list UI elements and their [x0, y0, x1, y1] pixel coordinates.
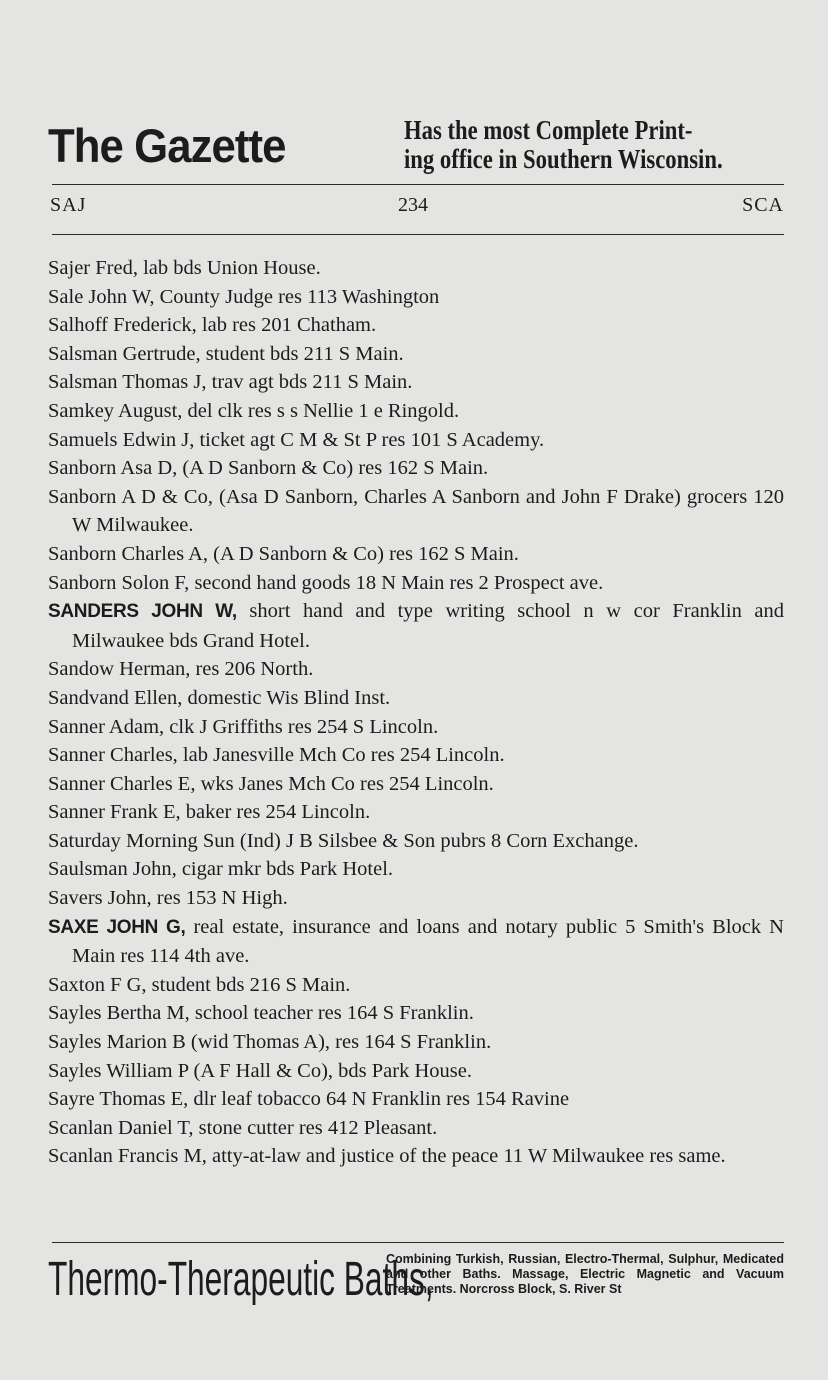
entry-details: domestic Wis Blind Inst. [182, 686, 391, 709]
directory-entries [48, 254, 784, 1171]
entry-details: County Judge res 113 Washington [154, 285, 440, 308]
entry-details: trav agt bds 211 S Main. [206, 371, 413, 394]
baths-description: Combining Turkish, Russian, Electro-Thermal, Sulphur, Medicated and other Baths. Massage, Electric Magnetic and Vacuum Treatments. Norcross Block, S. River St [386, 1252, 784, 1296]
baths-name: Thermo-Therapeutic Baths, [48, 1253, 434, 1306]
entry-name: Saxton F G, [48, 973, 147, 996]
entry-name: Sanborn Charles A, [48, 542, 208, 565]
entry-details: real estate, insurance and loans and notary public 5 Smith's Block N Main res 114 4th ave. [72, 915, 784, 968]
gazette-tagline-line1: Has the most Complete Print- [404, 115, 693, 145]
entry-details: (A F Hall & Co), bds Park House. [188, 1059, 472, 1082]
entry-details: (Asa D Sanborn, Charles A Sanborn and John F Drake) grocers 120 W Milwaukee. [72, 485, 785, 537]
entry-details: baker res 254 Lincoln. [180, 801, 371, 824]
entry-name: Sayles William P [48, 1059, 189, 1082]
directory-entry [48, 569, 784, 598]
directory-entry [48, 397, 784, 426]
entry-details: lab bds Union House. [137, 257, 321, 279]
directory-entry [48, 483, 784, 540]
directory-entry [48, 741, 784, 770]
top-divider [52, 184, 784, 185]
entry-details: cigar mkr bds Park Hotel. [176, 858, 394, 881]
entry-name: Salsman Thomas J, [48, 371, 207, 394]
entry-details: (wid Thomas A), res 164 S Franklin. [185, 1031, 492, 1054]
entry-name: Sanborn A D & Co, [48, 485, 213, 508]
directory-entry [48, 713, 784, 742]
directory-entry [48, 540, 784, 569]
entry-details: student bds 216 S Main. [146, 973, 351, 996]
directory-entry [48, 311, 784, 340]
entry-name: Sayre Thomas E, [48, 1088, 189, 1111]
directory-entry [48, 971, 784, 1000]
entry-name: Sajer Fred, [48, 257, 138, 279]
bottom-divider [52, 1242, 784, 1243]
directory-entry [48, 798, 784, 827]
directory-entry [48, 254, 784, 283]
entry-name: Sandvand Ellen, [48, 686, 183, 709]
directory-entry [48, 999, 784, 1028]
entry-name: Sale John W, [48, 285, 155, 308]
gazette-advertisement [48, 112, 784, 180]
entry-name: Sanner Charles E, [48, 772, 196, 795]
entry-details: school teacher res 164 S Franklin. [189, 1002, 474, 1025]
entry-name: Salhoff Frederick, [48, 314, 197, 337]
directory-entry [48, 1085, 784, 1114]
entry-details: res 206 North. [190, 658, 314, 681]
baths-advertisement [48, 1250, 784, 1322]
entry-details: dlr leaf tobacco 64 N Franklin res 154 Ravine [188, 1088, 570, 1111]
directory-entry [48, 283, 784, 312]
header-divider [52, 234, 784, 235]
entry-name: Sayles Bertha M, [48, 1002, 190, 1025]
entry-details: clk J Griffiths res 254 S Lincoln. [164, 715, 439, 738]
directory-entry [48, 454, 784, 483]
entry-details: (A D Sanborn & Co) res 162 S Main. [208, 542, 519, 565]
entry-name: Sanner Charles, [48, 744, 178, 767]
directory-entry [48, 655, 784, 684]
directory-entry [48, 1142, 784, 1171]
entry-details: lab res 201 Chatham. [196, 314, 377, 337]
entry-name: SAXE JOHN G, [48, 916, 186, 938]
entry-details: (A D Sanborn & Co) res 162 S Main. [177, 457, 489, 480]
entry-name: SANDERS JOHN W, [48, 601, 237, 623]
entry-name: Samuels Edwin J, [48, 428, 195, 451]
entry-details: second hand goods 18 N Main res 2 Prospect ave. [189, 571, 604, 594]
entry-name: Sandow Herman, [48, 658, 191, 681]
directory-entry [48, 884, 784, 913]
directory-entry [48, 913, 784, 971]
entry-details: del clk res s s Nellie 1 e Ringold. [182, 399, 460, 422]
entry-name: Samkey August, [48, 399, 183, 422]
directory-entry [48, 1028, 784, 1057]
entry-name: Sanner Frank E, [48, 801, 181, 824]
entry-name: Sayles Marion B [48, 1031, 186, 1054]
entry-name: Sanborn Solon F, [48, 571, 190, 594]
directory-entry [48, 597, 784, 655]
entry-details: stone cutter res 412 Pleasant. [193, 1116, 438, 1139]
directory-entry [48, 340, 784, 369]
directory-entry [48, 770, 784, 799]
entry-details: short hand and type writing school n w cor Franklin and Milwaukee bds Grand Hotel. [72, 600, 784, 652]
entry-name: Sanborn Asa D, [48, 457, 178, 480]
directory-entry [48, 827, 784, 856]
entry-name: Sanner Adam, [48, 715, 165, 738]
entry-details: atty-at-law and justice of the peace 11 W Milwaukee res same. [206, 1145, 726, 1168]
directory-entry [48, 684, 784, 713]
entry-details: wks Janes Mch Co res 254 Lincoln. [195, 772, 494, 795]
entry-details: res 153 N High. [151, 887, 288, 910]
entry-name: Saulsman John, [48, 858, 177, 881]
directory-entry [48, 1114, 784, 1143]
entry-name: Savers John, [48, 887, 152, 910]
directory-entry [48, 426, 784, 455]
entry-details: ticket agt C M & St P res 101 S Academy. [194, 428, 545, 451]
page-number: 234 [398, 194, 428, 216]
entry-details: lab Janesville Mch Co res 254 Lincoln. [177, 744, 505, 767]
entry-name: Salsman Gertrude, [48, 342, 201, 365]
running-header [50, 194, 784, 222]
entry-name: Saturday Morning Sun [48, 829, 235, 852]
directory-entry [48, 1057, 784, 1086]
directory-entry [48, 368, 784, 397]
entry-details: (Ind) J B Silsbee & Son pubrs 8 Corn Exchange. [234, 829, 639, 852]
entry-details: student bds 211 S Main. [200, 342, 404, 365]
header-right-key: SCA [742, 194, 784, 216]
entry-name: Scanlan Daniel T, [48, 1116, 194, 1139]
gazette-tagline [404, 116, 764, 174]
gazette-brand: The Gazette [48, 119, 286, 172]
entry-name: Scanlan Francis M, [48, 1145, 207, 1168]
directory-entry [48, 855, 784, 884]
header-left-key: SAJ [50, 194, 87, 216]
gazette-tagline-line2: ing office in Southern Wisconsin. [404, 144, 723, 174]
